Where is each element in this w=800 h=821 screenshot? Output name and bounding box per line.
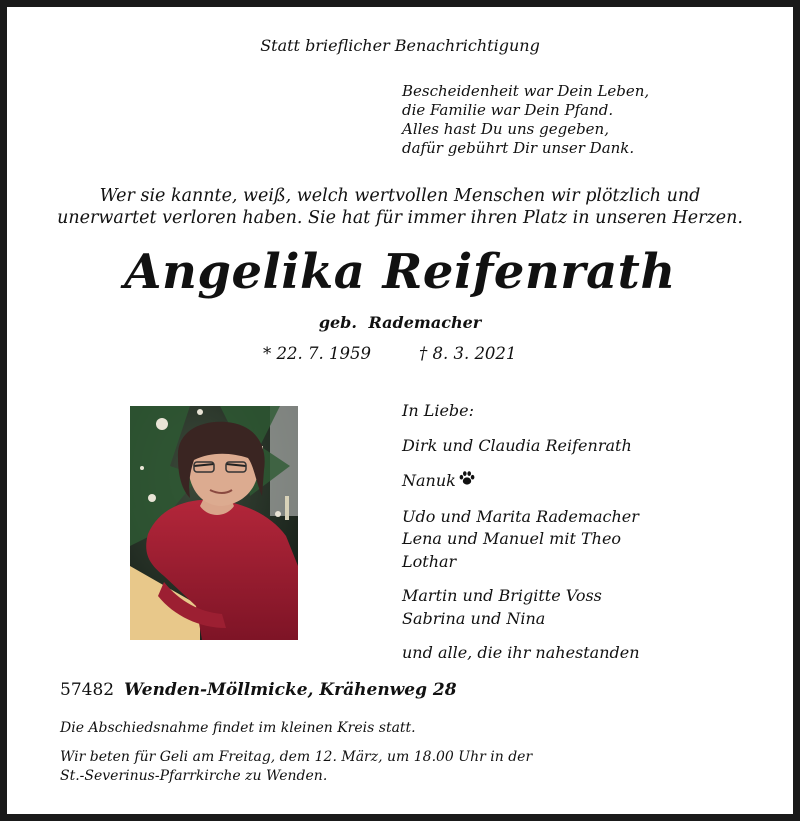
family-member: Udo und Marita Rademacher xyxy=(402,506,639,526)
family-list xyxy=(402,400,640,665)
notice-header: Statt brieflicher Benachrichtigung xyxy=(260,36,540,55)
family-member: Martin und Brigitte Voss xyxy=(402,586,602,605)
family-member: Lothar xyxy=(402,551,457,571)
pet-name: Nanuk xyxy=(402,470,456,490)
poem-line: dafür gebührt Dir unser Dank. xyxy=(402,139,635,157)
poem xyxy=(402,82,649,158)
death-date: † 8. 3. 2021 xyxy=(418,344,517,363)
postal-code: 57482 xyxy=(60,680,115,700)
tribute-line: Wer sie kannte, weiß, welch wertvollen Menschen wir plötzlich und xyxy=(99,186,701,206)
service-line: Wir beten für Geli am Freitag, dem 12. März, um 18.00 Uhr in der xyxy=(60,749,533,765)
life-dates xyxy=(263,344,516,363)
poem-line: Bescheidenheit war Dein Leben, xyxy=(402,82,650,100)
paw-icon xyxy=(458,469,476,494)
address-street: Wenden-Möllmicke, Krähenweg 28 xyxy=(124,680,457,700)
tribute-text xyxy=(0,185,800,229)
service-line: St.-Severinus-Pfarrkirche zu Wenden. xyxy=(60,768,328,784)
family-member-pet xyxy=(402,469,640,494)
family-member: Dirk und Claudia Reifenrath xyxy=(402,435,632,455)
deceased-name: Angelika Reifenrath xyxy=(124,244,676,300)
farewell-note: Die Abschiedsnahme findet im kleinen Kreis statt. xyxy=(60,720,416,736)
service-note xyxy=(60,748,532,786)
family-intro: In Liebe: xyxy=(402,401,475,420)
family-member: Sabrina und Nina xyxy=(402,608,546,628)
tribute-line: unerwartet verloren haben. Sie hat für immer ihren Platz in unseren Herzen. xyxy=(57,208,743,228)
address xyxy=(60,680,457,700)
birth-date: * 22. 7. 1959 xyxy=(263,344,371,363)
portrait-photo xyxy=(130,406,298,640)
family-member: und alle, die ihr nahestanden xyxy=(402,643,640,662)
poem-line: die Familie war Dein Pfand. xyxy=(402,101,614,119)
poem-line: Alles hast Du uns gegeben, xyxy=(402,120,609,138)
family-member: Lena und Manuel mit Theo xyxy=(402,529,622,548)
maiden-name: geb. Rademacher xyxy=(318,313,482,332)
